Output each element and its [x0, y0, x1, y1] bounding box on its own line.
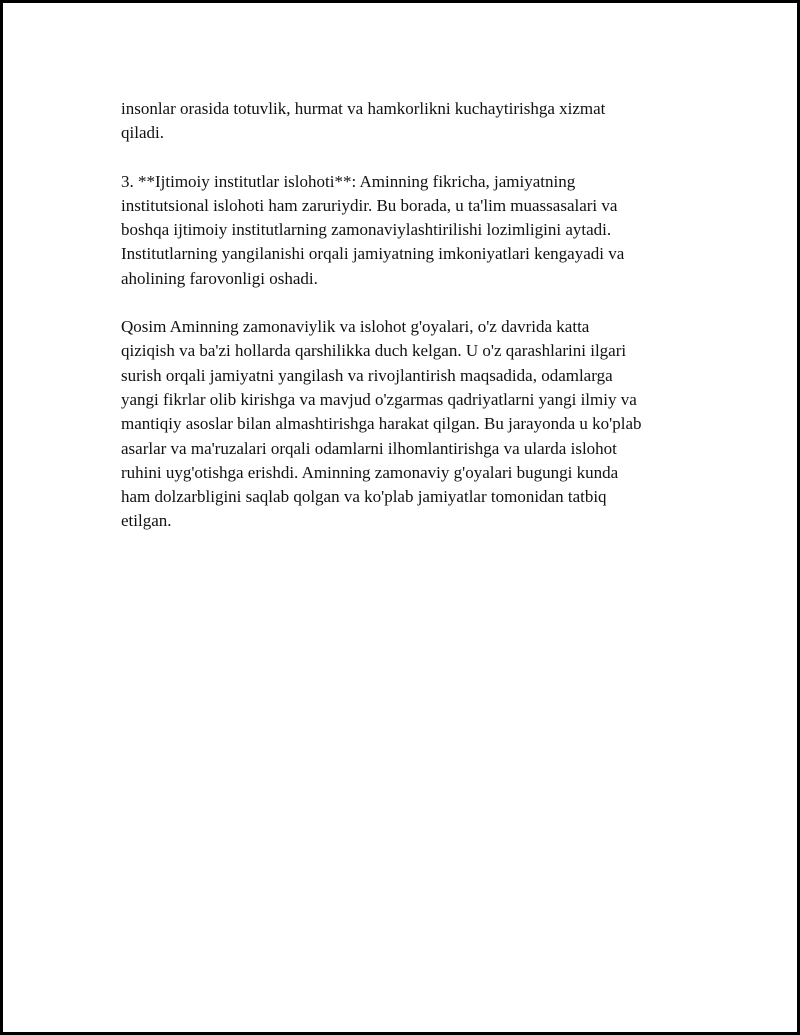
paragraph-institutional-reform: 3. **Ijtimoiy institutlar islohoti**: Aminning fikricha, jamiyatning institutsional islohoti ham zaruriydir. Bu borada, u ta'lim muassasalari va boshqa ijtimoiy institutlarning zamonaviylashtirilishi lozimligini aytadi. Institutlarning yangilanishi orqali jamiyatning imkoniyatlari kengayadi va aholining farovonligi oshadi. [121, 171, 625, 288]
paragraph-continuation: insonlar orasida totuvlik, hurmat va hamkorlikni kuchaytirishga xizmat qiladi. [121, 99, 606, 143]
document-body [121, 97, 701, 558]
paragraph-conclusion: Qosim Aminning zamonaviylik va islohot g'oyalari, o'z davrida katta qiziqish va ba'zi hollarda qarshilikka duch kelgan. U o'z qarashlarini ilgari surish orqali jamiyatni yangilash va rivojlantirish maqsadida, odamlarga yangi fikrlar olib kirishga va mavjud o'zgarmas qadriyatlarni yangi ilmiy va mantiqiy asoslar bilan almashtirishga harakat qilgan. Bu jarayonda u ko'plab asarlar va ma'ruzalari orqali odamlarni ilhomlantirishga va ularda islohot ruhini uyg'otishga erishdi. Aminning zamonaviy g'oyalari bugungi kunda ham dolzarbligini saqlab qolgan va ko'plab jamiyatlar tomonidan tatbiq etilgan. [121, 317, 642, 531]
